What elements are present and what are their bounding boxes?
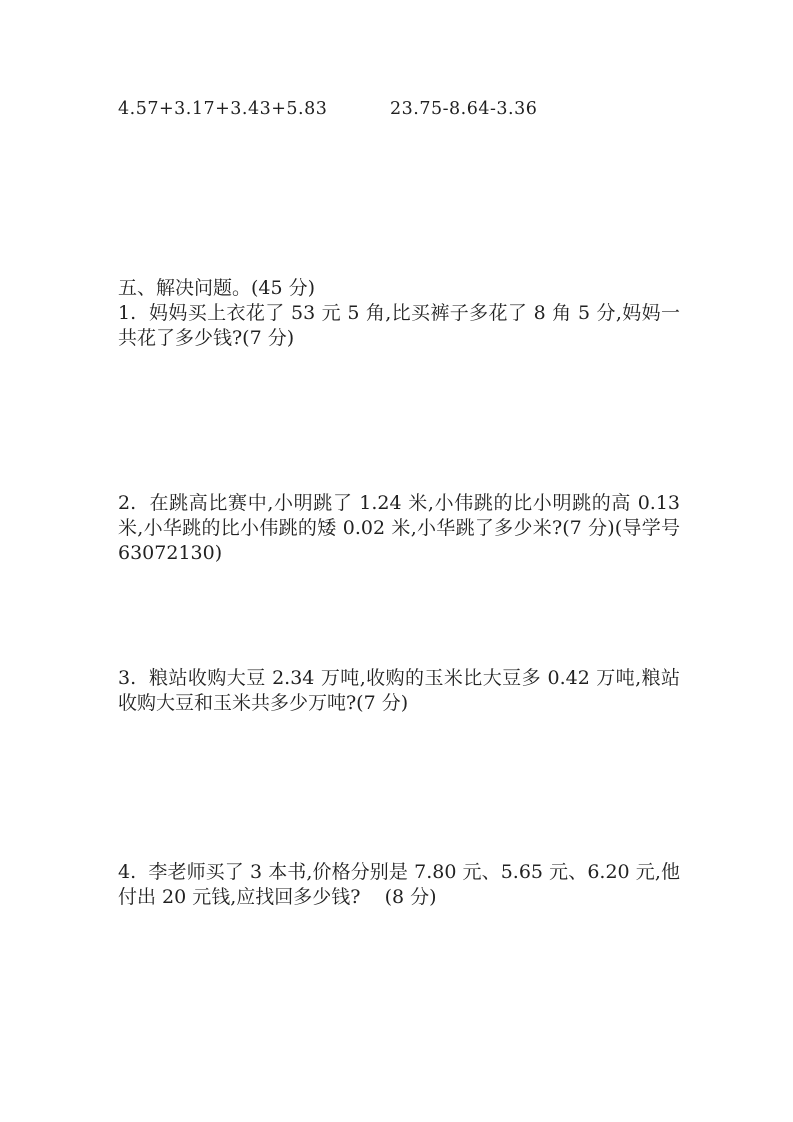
section-title: 五、解决问题。(45 分) [118, 277, 316, 299]
problem-4-block [118, 860, 680, 910]
arithmetic-expression-left: 4.57+3.17+3.43+5.83 [118, 99, 328, 119]
problem-1: 1. 妈妈买上衣花了 53 元 5 角,比买裤子多花了 8 角 5 分,妈妈一共花了多少钱?(7 分) [118, 302, 680, 349]
section-five-block [118, 276, 680, 351]
problem-4: 4. 李老师买了 3 本书,价格分别是 7.80 元、5.65 元、6.20 元,他付出 20 元钱,应找回多少钱? (8 分) [118, 861, 680, 908]
problem-2: 2. 在跳高比赛中,小明跳了 1.24 米,小伟跳的比小明跳的高 0.13 米,小华跳的比小伟跳的矮 0.02 米,小华跳了多少米?(7 分)(导学号 63072130) [118, 492, 699, 564]
problem-3: 3. 粮站收购大豆 2.34 万吨,收购的玉米比大豆多 0.42 万吨,粮站收购大豆和玉米共多少万吨?(7 分) [118, 667, 680, 714]
problem-3-block [118, 666, 680, 716]
arithmetic-expression-right: 23.75-8.64-3.36 [390, 99, 538, 119]
problem-2-block [118, 491, 699, 566]
